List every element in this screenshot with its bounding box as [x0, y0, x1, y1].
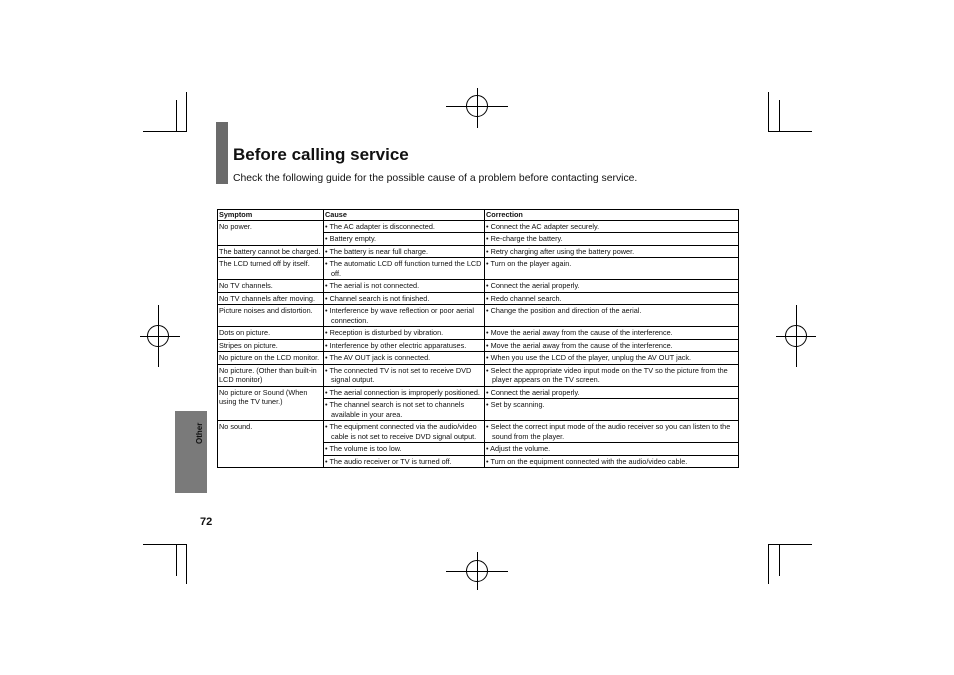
column-header-cause: Cause: [324, 210, 485, 221]
intro-text: Check the following guide for the possible cause of a problem before contacting service.: [233, 173, 638, 184]
cause-cell: • The AV OUT jack is connected.: [324, 352, 485, 365]
crop-mark: [143, 131, 187, 132]
page-number: 72: [200, 516, 213, 528]
correction-cell: • Redo channel search.: [485, 292, 739, 305]
correction-cell: • Select the correct input mode of the audio receiver so you can listen to the sound from the player.: [485, 421, 739, 443]
table-row: [218, 305, 739, 327]
crop-mark: [768, 544, 812, 545]
cause-cell: • The volume is too low.: [324, 443, 485, 456]
table-row: [218, 352, 739, 365]
correction-cell: • Connect the aerial properly.: [485, 280, 739, 293]
cause-cell: • The automatic LCD off function turned the LCD off.: [324, 258, 485, 280]
crop-mark: [776, 336, 816, 337]
column-header-symptom: Symptom: [218, 210, 324, 221]
cause-cell: • The connected TV is not set to receive DVD signal output.: [324, 364, 485, 386]
correction-cell: • Move the aerial away from the cause of the interference.: [485, 327, 739, 340]
symptom-cell: Dots on picture.: [218, 327, 324, 340]
troubleshooting-table: [217, 209, 739, 468]
correction-cell: • Connect the aerial properly.: [485, 386, 739, 399]
cause-cell: • Interference by other electric apparatuses.: [324, 339, 485, 352]
table-row: [218, 280, 739, 293]
crop-mark: [779, 100, 780, 132]
correction-cell: • Adjust the volume.: [485, 443, 739, 456]
crop-mark: [186, 544, 187, 584]
cause-cell: • The aerial is not connected.: [324, 280, 485, 293]
symptom-cell: No sound.: [218, 421, 324, 468]
correction-cell: • Move the aerial away from the cause of the interference.: [485, 339, 739, 352]
cause-cell: • Reception is disturbed by vibration.: [324, 327, 485, 340]
cause-cell: • The channel search is not set to channels available in your area.: [324, 399, 485, 421]
correction-cell: • Connect the AC adapter securely.: [485, 220, 739, 233]
correction-cell: • Retry charging after using the battery power.: [485, 245, 739, 258]
correction-cell: • Set by scanning.: [485, 399, 739, 421]
cause-cell: • Interference by wave reflection or poor aerial connection.: [324, 305, 485, 327]
cause-cell: • Channel search is not finished.: [324, 292, 485, 305]
table-row: [218, 292, 739, 305]
symptom-cell: No picture on the LCD monitor.: [218, 352, 324, 365]
crop-mark: [140, 336, 180, 337]
cause-cell: • The AC adapter is disconnected.: [324, 220, 485, 233]
table-row: [218, 364, 739, 386]
crop-mark: [446, 106, 508, 107]
correction-cell: • Turn on the equipment connected with the audio/video cable.: [485, 455, 739, 468]
page-title: Before calling service: [233, 145, 409, 164]
crop-mark: [176, 100, 177, 132]
column-header-correction: Correction: [485, 210, 739, 221]
symptom-cell: No picture or Sound (When using the TV tuner.): [218, 386, 324, 421]
crop-mark: [446, 571, 508, 572]
table-header-row: [218, 210, 739, 221]
symptom-cell: Picture noises and distortion.: [218, 305, 324, 327]
crop-mark: [768, 131, 812, 132]
cause-cell: • The audio receiver or TV is turned off.: [324, 455, 485, 468]
cause-cell: • Battery empty.: [324, 233, 485, 246]
correction-cell: • Re-charge the battery.: [485, 233, 739, 246]
correction-cell: • Select the appropriate video input mode on the TV so the picture from the player appears on the TV screen.: [485, 364, 739, 386]
symptom-cell: Stripes on picture.: [218, 339, 324, 352]
table-row: [218, 220, 739, 233]
symptom-cell: No TV channels.: [218, 280, 324, 293]
cause-cell: • The equipment connected via the audio/video cable is not set to receive DVD signal output.: [324, 421, 485, 443]
symptom-cell: No power.: [218, 220, 324, 245]
symptom-cell: No picture. (Other than built-in LCD monitor): [218, 364, 324, 386]
correction-cell: • Turn on the player again.: [485, 258, 739, 280]
symptom-cell: The LCD turned off by itself.: [218, 258, 324, 280]
table-row: [218, 386, 739, 399]
crop-mark: [779, 544, 780, 576]
crop-mark: [477, 88, 478, 128]
title-accent-bar: [216, 122, 228, 184]
table-row: [218, 327, 739, 340]
table-row: [218, 245, 739, 258]
crop-mark: [768, 544, 769, 584]
symptom-cell: The battery cannot be charged.: [218, 245, 324, 258]
crop-mark: [186, 92, 187, 132]
cause-cell: • The battery is near full charge.: [324, 245, 485, 258]
correction-cell: • Change the position and direction of the aerial.: [485, 305, 739, 327]
symptom-cell: No TV channels after moving.: [218, 292, 324, 305]
crop-mark: [143, 544, 187, 545]
crop-mark: [176, 544, 177, 576]
correction-cell: • When you use the LCD of the player, unplug the AV OUT jack.: [485, 352, 739, 365]
table-row: [218, 258, 739, 280]
table-row: [218, 421, 739, 443]
table-row: [218, 339, 739, 352]
cause-cell: • The aerial connection is improperly positioned.: [324, 386, 485, 399]
crop-mark: [768, 92, 769, 132]
section-label: Other: [195, 422, 204, 444]
